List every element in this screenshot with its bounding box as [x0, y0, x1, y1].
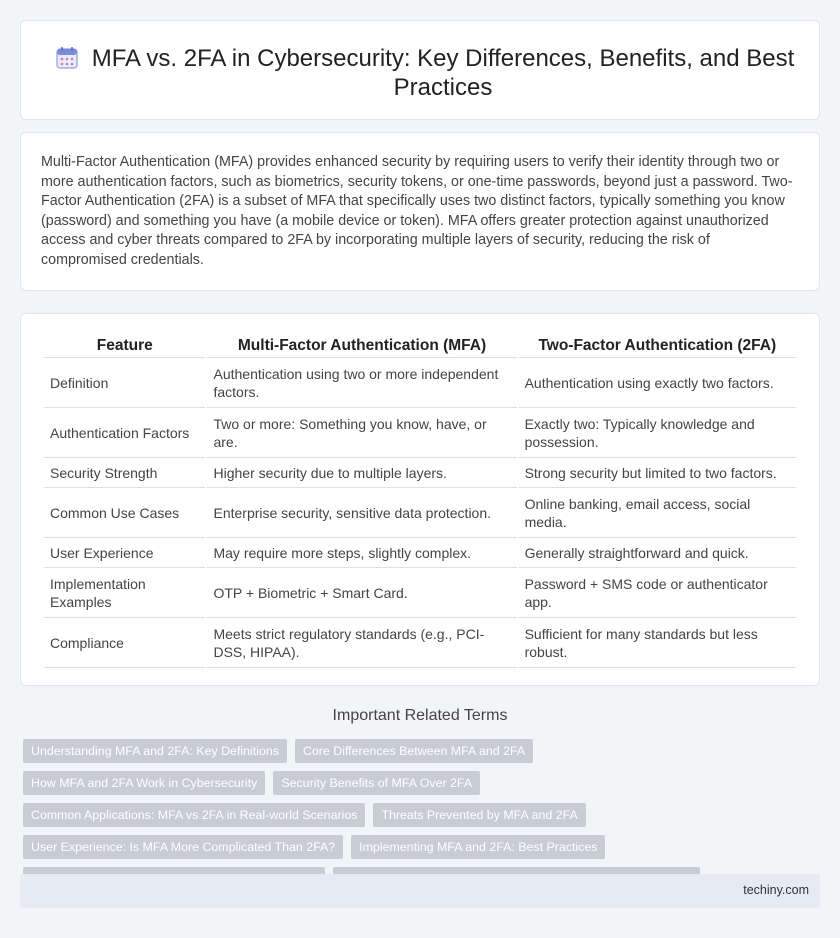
feature-cell: Authentication Factors [44, 408, 205, 458]
feature-cell: Implementation Examples [44, 568, 205, 618]
table-row [44, 488, 796, 538]
table-row [44, 618, 796, 668]
table-row [44, 568, 796, 618]
related-terms-title: Important Related Terms [332, 707, 508, 724]
feature-cell: User Experience [44, 538, 205, 568]
2fa-cell: Strong security but limited to two factors. [519, 458, 796, 488]
page-title: MFA vs. 2FA in Cybersecurity: Key Differences, Benefits, and Best Practices [91, 45, 795, 101]
table-row [44, 458, 796, 488]
mfa-cell: Enterprise security, sensitive data protection. [207, 488, 516, 538]
2fa-cell: Generally straightforward and quick. [519, 538, 796, 568]
related-term-tag[interactable]: User Experience: Is MFA More Complicated Than 2FA? [23, 835, 343, 859]
table-row [44, 538, 796, 568]
related-term-tag[interactable]: Understanding MFA and 2FA: Key Definitions [23, 739, 287, 763]
mfa-cell: Two or more: Something you know, have, or are. [207, 408, 516, 458]
table-header-row [44, 334, 796, 358]
comparison-table [42, 334, 798, 668]
related-term-tag[interactable]: Security Benefits of MFA Over 2FA [273, 771, 480, 795]
table-row [44, 408, 796, 458]
feature-cell: Compliance [44, 618, 205, 668]
intro-paragraph: Multi-Factor Authentication (MFA) provides enhanced security by requiring users to verify their identity through two or more authentication factors, such as biometrics, security tokens, or one-time passwords, beyond just a password. Two-Factor Authentication (2FA) is a subset of MFA that specifically uses two distinct factors, typically something you know (password) and something you have (a mobile device or token). MFA offers greater protection against unauthorized access and cyber threats compared to 2FA by incorporating multiple layers of security, reducing the risk of compromised credentials. [41, 154, 793, 268]
feature-cell: Definition [44, 358, 205, 408]
related-term-tag[interactable]: Core Differences Between MFA and 2FA [295, 739, 533, 763]
2fa-cell: Online banking, email access, social media. [519, 488, 796, 538]
intro-card [20, 132, 820, 291]
related-term-tag[interactable]: Threats Prevented by MFA and 2FA [373, 803, 585, 827]
header-2fa: Two-Factor Authentication (2FA) [519, 334, 796, 358]
feature-cell: Common Use Cases [44, 488, 205, 538]
mfa-cell: Meets strict regulatory standards (e.g., PCI-DSS, HIPAA). [207, 618, 516, 668]
2fa-cell: Password + SMS code or authenticator app. [519, 568, 796, 618]
header-mfa: Multi-Factor Authentication (MFA) [207, 334, 516, 358]
footer-site-link[interactable]: techiny.com [743, 883, 809, 897]
mfa-cell: Higher security due to multiple layers. [207, 458, 516, 488]
related-terms-list [23, 739, 783, 891]
comparison-table-card [20, 313, 820, 686]
mfa-cell: May require more steps, slightly complex. [207, 538, 516, 568]
mfa-cell: OTP + Biometric + Smart Card. [207, 568, 516, 618]
2fa-cell: Authentication using exactly two factors. [519, 358, 796, 408]
2fa-cell: Exactly two: Typically knowledge and possession. [519, 408, 796, 458]
footer [20, 874, 820, 908]
feature-cell: Security Strength [44, 458, 205, 488]
header-feature: Feature [44, 334, 205, 358]
header-card [20, 20, 820, 120]
2fa-cell: Sufficient for many standards but less robust. [519, 618, 796, 668]
table-row [44, 358, 796, 408]
related-term-tag[interactable]: Common Applications: MFA vs 2FA in Real-world Scenarios [23, 803, 365, 827]
related-term-tag[interactable]: Implementing MFA and 2FA: Best Practices [351, 835, 605, 859]
related-term-tag[interactable]: How MFA and 2FA Work in Cybersecurity [23, 771, 265, 795]
mfa-cell: Authentication using two or more independent factors. [207, 358, 516, 408]
